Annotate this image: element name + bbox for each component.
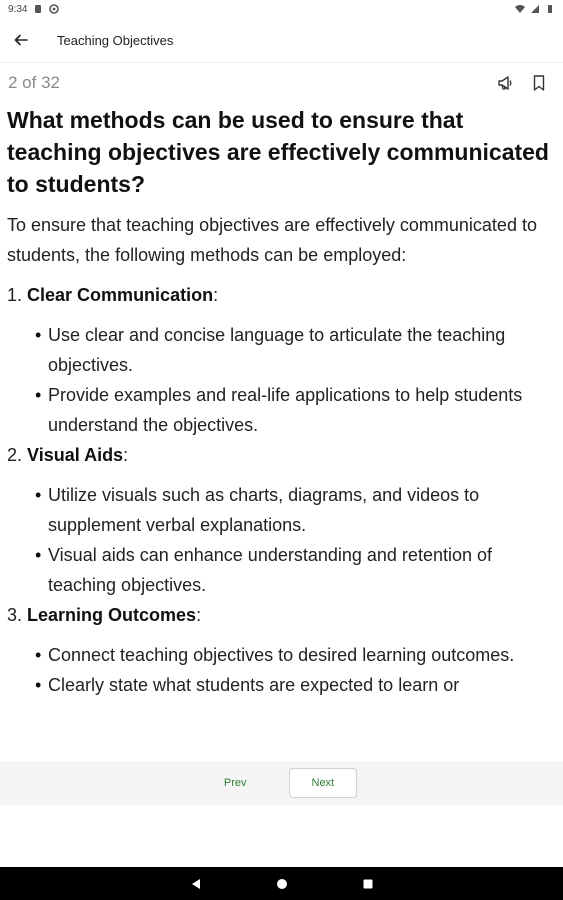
answer-body [7, 210, 551, 700]
triangle-back-icon [190, 878, 202, 890]
status-left [8, 4, 59, 15]
question-text: What methods can be used to ensure that teaching objectives are effectively communicated to students? [7, 107, 549, 197]
back-button[interactable] [1, 20, 41, 60]
bullet-list [7, 480, 551, 600]
answer-section [7, 600, 551, 700]
section-suffix: : [196, 605, 202, 625]
content-area[interactable] [0, 64, 563, 761]
section-heading [7, 280, 551, 310]
bullet-item: • Use clear and concise language to articulate the teaching objectives. [35, 320, 551, 380]
status-bar [0, 0, 563, 18]
question-counter: 2 of 32 [8, 73, 60, 92]
section-suffix: : [213, 285, 219, 305]
square-recents-icon [362, 878, 374, 890]
nav-back-button[interactable] [188, 876, 204, 892]
section-suffix: : [123, 445, 129, 465]
system-nav-bar [0, 867, 563, 900]
speak-button[interactable] [495, 73, 515, 93]
bullet-item: • Clearly state what students are expected to learn or [35, 670, 551, 700]
answer-section [7, 440, 551, 600]
status-time: 9:34 [8, 3, 28, 15]
question-actions [495, 73, 549, 93]
wifi-icon [515, 4, 525, 14]
data-saver-icon [49, 4, 59, 14]
bullet-list [7, 640, 551, 700]
section-heading [7, 440, 551, 470]
page-title: Teaching Objectives [57, 32, 174, 48]
status-right [515, 4, 555, 14]
app-bar [0, 18, 563, 63]
section-number: 3. [7, 605, 23, 625]
signal-icon [530, 4, 540, 14]
next-button[interactable]: Next [289, 768, 358, 798]
bookmark-icon [531, 74, 547, 92]
nav-home-button[interactable] [274, 876, 290, 892]
bookmark-button[interactable] [529, 73, 549, 93]
question-meta [0, 64, 563, 102]
bullet-item: • Utilize visuals such as charts, diagrams, and videos to supplement verbal explanations. [35, 480, 551, 540]
bullet-item: • Provide examples and real-life applications to help students understand the objectives. [35, 380, 551, 440]
battery-icon [545, 4, 555, 14]
answer-intro: To ensure that teaching objectives are effectively communicated to students, the following methods can be employed: [7, 215, 537, 265]
answer-section [7, 280, 551, 440]
pagination-bar [0, 761, 563, 805]
arrow-left-icon [13, 32, 29, 48]
bullet-list [7, 320, 551, 440]
megaphone-icon [496, 74, 514, 92]
section-number: 1. [7, 285, 23, 305]
section-number: 2. [7, 445, 23, 465]
section-title: Clear Communication [27, 285, 214, 305]
bullet-item: • Connect teaching objectives to desired learning outcomes. [35, 640, 551, 670]
circle-home-icon [276, 878, 288, 890]
bullet-item: • Visual aids can enhance understanding and retention of teaching objectives. [35, 540, 551, 600]
nav-recents-button[interactable] [360, 876, 376, 892]
prev-button[interactable]: Prev [206, 768, 265, 798]
sim-icon [33, 4, 43, 14]
section-title: Learning Outcomes [27, 605, 197, 625]
section-heading [7, 600, 551, 630]
section-title: Visual Aids [27, 445, 124, 465]
